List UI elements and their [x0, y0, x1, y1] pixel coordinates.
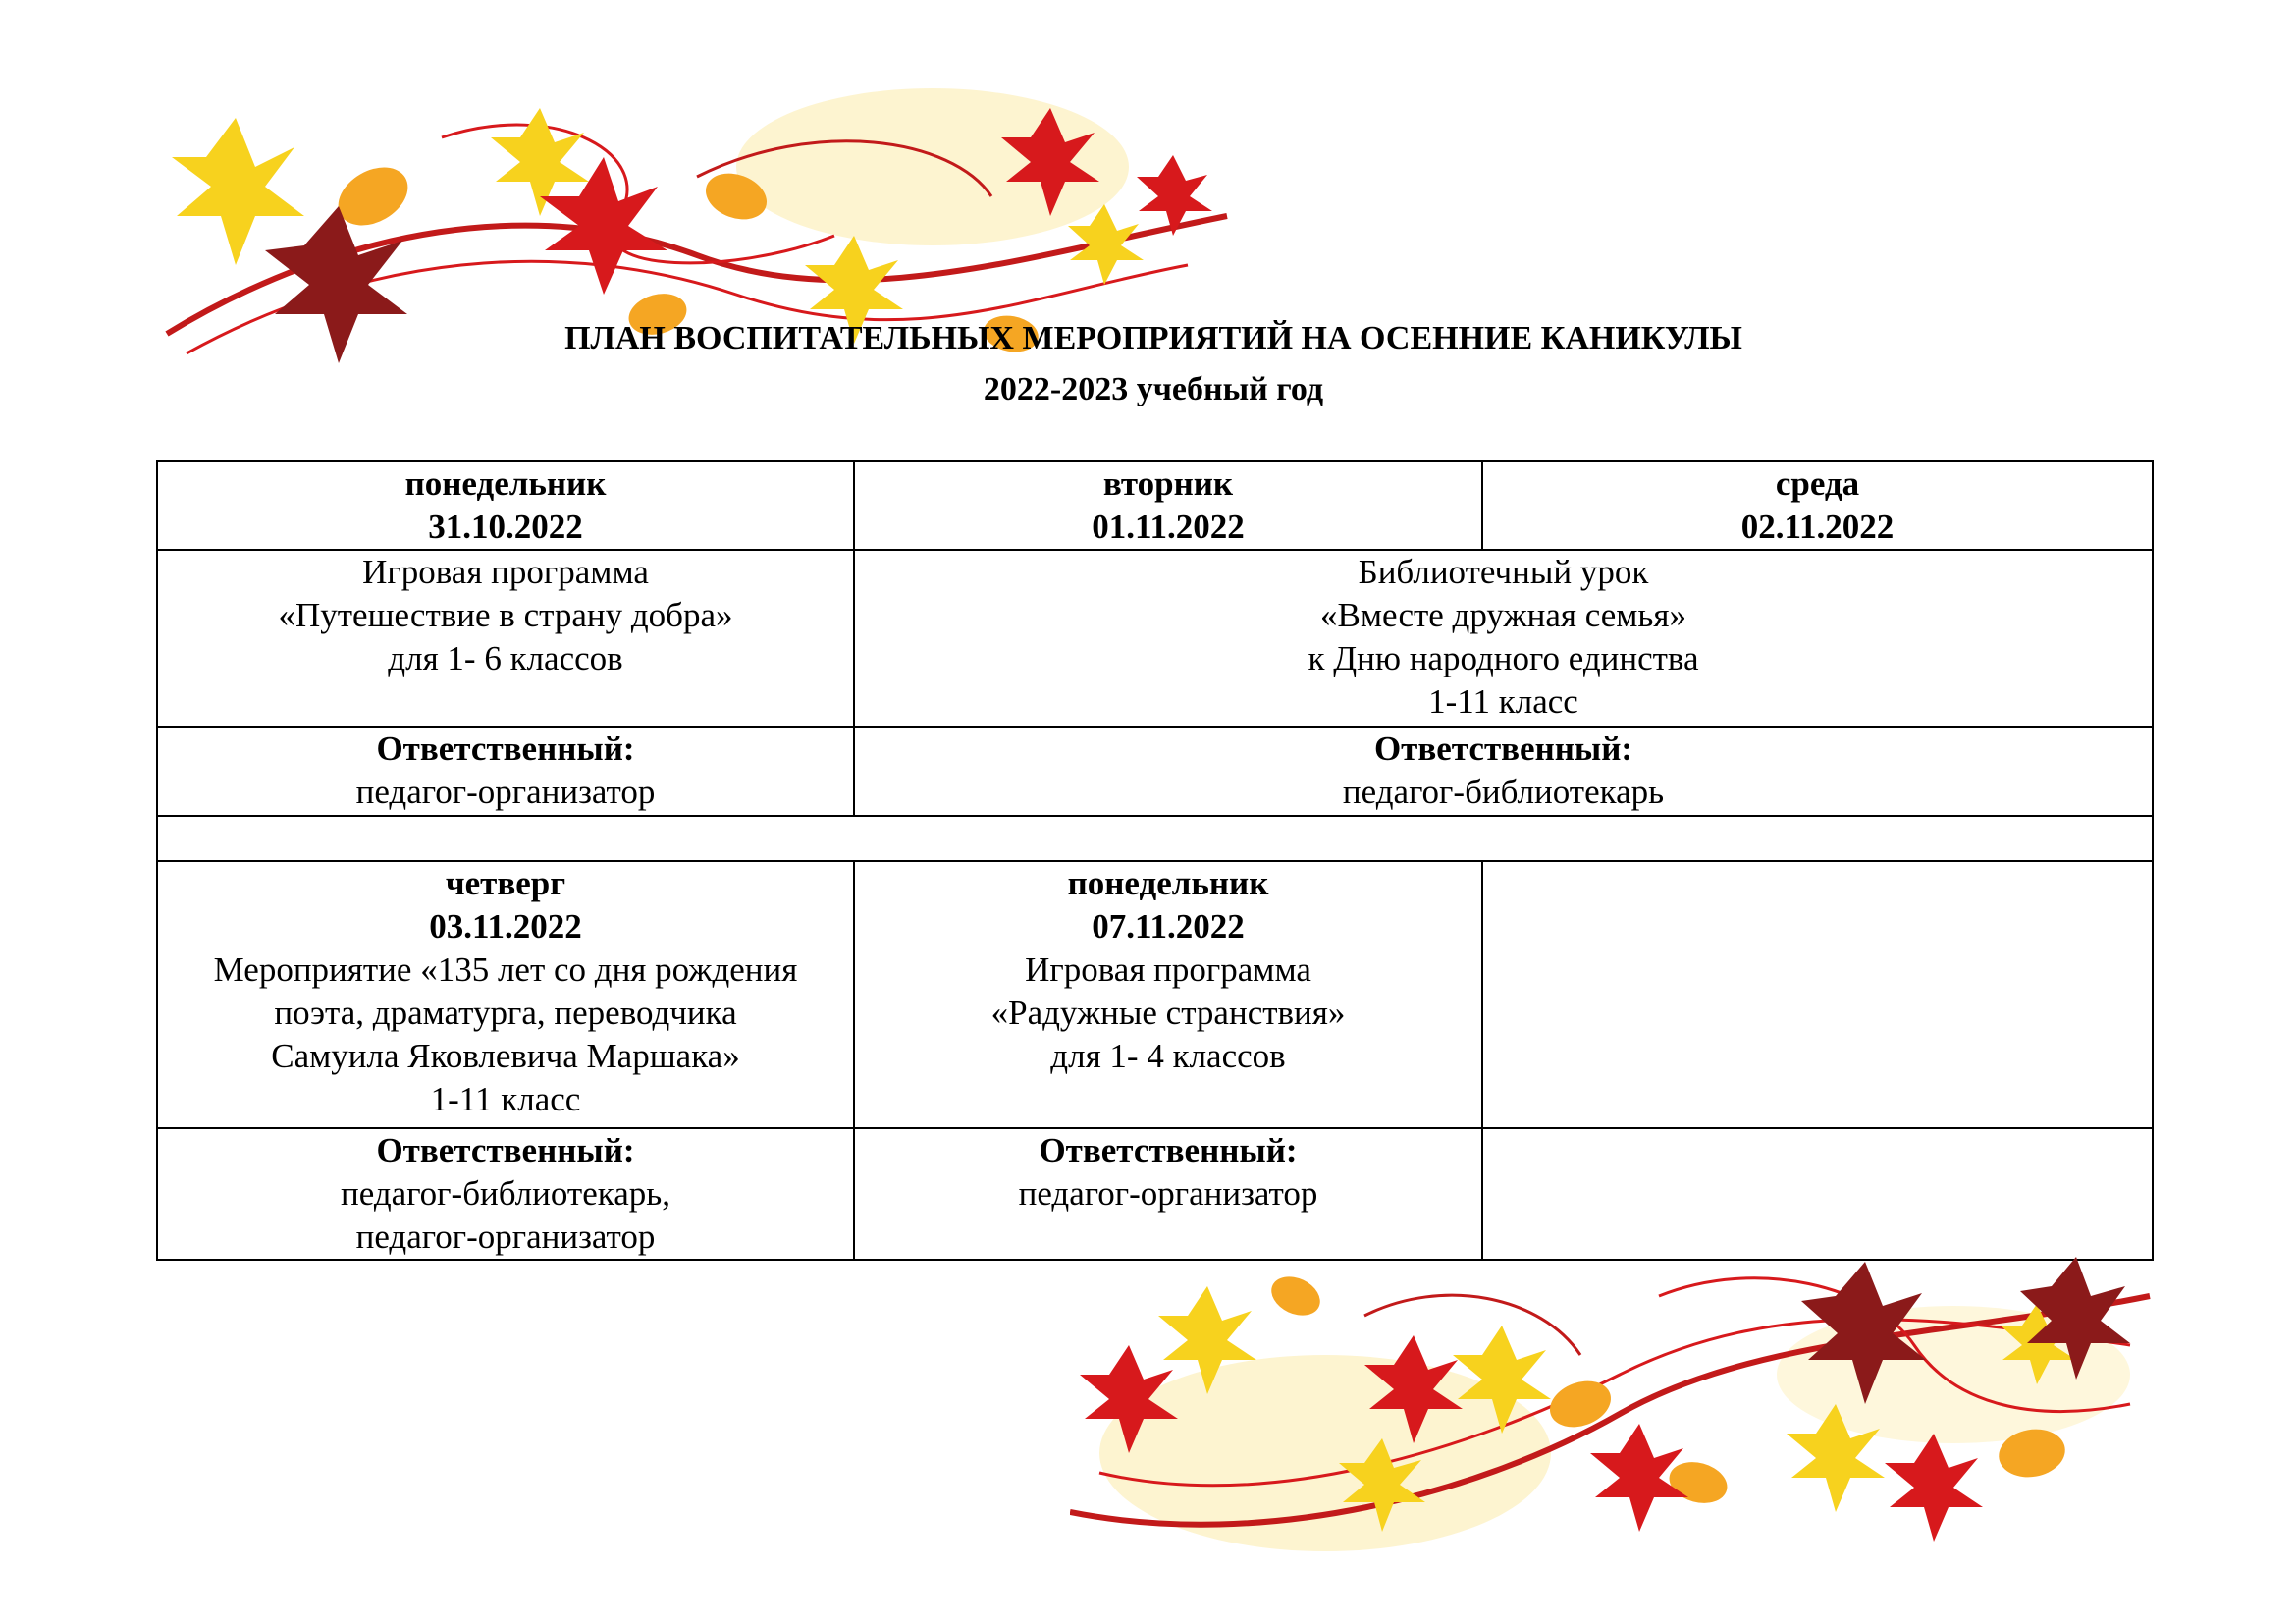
events-plan-table [156, 460, 2154, 1261]
responsible-person: педагог-библиотекарь, [341, 1174, 670, 1213]
event-cell [157, 550, 854, 727]
table-row-week1-days [157, 461, 2153, 550]
responsible-label: Ответственный: [376, 1131, 635, 1169]
event-cell [854, 550, 2153, 727]
responsible-person: педагог-библиотекарь [1342, 773, 1665, 811]
day-name: четверг [445, 864, 566, 902]
responsible-label: Ответственный: [376, 730, 635, 768]
responsible-cell [854, 1128, 1482, 1260]
responsible-cell [854, 727, 2153, 816]
responsible-person: педагог-организатор [355, 773, 656, 811]
event-line: Мероприятие «135 лет со дня рождения [213, 950, 798, 989]
page-title: ПЛАН ВОСПИТАТЕЛЬНЫХ МЕРОПРИЯТИЙ НА ОСЕННИЕ КАНИКУЛЫ [564, 320, 1742, 356]
event-line: «Радужные странствия» [990, 994, 1346, 1032]
autumn-leaves-bottom-decoration [1070, 1257, 2160, 1571]
table-row-week1-events [157, 550, 2153, 727]
day-date: 03.11.2022 [429, 907, 582, 946]
event-line: Игровая программа [1025, 950, 1311, 989]
day-date: 02.11.2022 [1740, 508, 1895, 546]
day-name: понедельник [404, 464, 607, 503]
event-line: 1-11 класс [1428, 682, 1578, 721]
table-row-spacer [157, 816, 2153, 861]
day-header-cell [157, 461, 854, 550]
event-line: для 1- 6 классов [388, 639, 623, 677]
event-line: 1-11 класс [430, 1080, 581, 1118]
page-subtitle: 2022-2023 учебный год [983, 371, 1324, 407]
responsible-label: Ответственный: [1373, 730, 1633, 768]
day-header-cell [854, 461, 1482, 550]
event-cell [854, 861, 1482, 1128]
event-line: «Путешествие в страну добра» [278, 596, 733, 634]
spacer-cell [157, 816, 2153, 861]
table-row-week1-responsible [157, 727, 2153, 816]
event-cell [157, 861, 854, 1128]
empty-cell [1482, 861, 2153, 1128]
responsible-person: педагог-организатор [1018, 1174, 1318, 1213]
event-line: Самуила Яковлевича Маршака» [271, 1037, 740, 1075]
event-line: поэта, драматурга, переводчика [274, 994, 737, 1032]
day-date: 31.10.2022 [428, 508, 583, 546]
day-name: среда [1775, 464, 1860, 503]
day-header-cell [1482, 461, 2153, 550]
responsible-label: Ответственный: [1039, 1131, 1298, 1169]
day-name: вторник [1102, 464, 1234, 503]
event-line: к Дню народного единства [1308, 639, 1699, 677]
responsible-cell [157, 727, 854, 816]
event-line: «Вместе дружная семья» [1320, 596, 1686, 634]
table-row-week2-responsible [157, 1128, 2153, 1260]
responsible-person: педагог-организатор [355, 1218, 656, 1256]
day-date: 01.11.2022 [1092, 508, 1245, 546]
event-line: Библиотечный урок [1358, 553, 1649, 591]
empty-cell [1482, 1128, 2153, 1260]
responsible-cell [157, 1128, 854, 1260]
table-row-week2-events [157, 861, 2153, 1128]
day-date: 07.11.2022 [1092, 907, 1245, 946]
event-line: Игровая программа [362, 553, 649, 591]
event-line: для 1- 4 классов [1050, 1037, 1286, 1075]
day-name: понедельник [1067, 864, 1269, 902]
